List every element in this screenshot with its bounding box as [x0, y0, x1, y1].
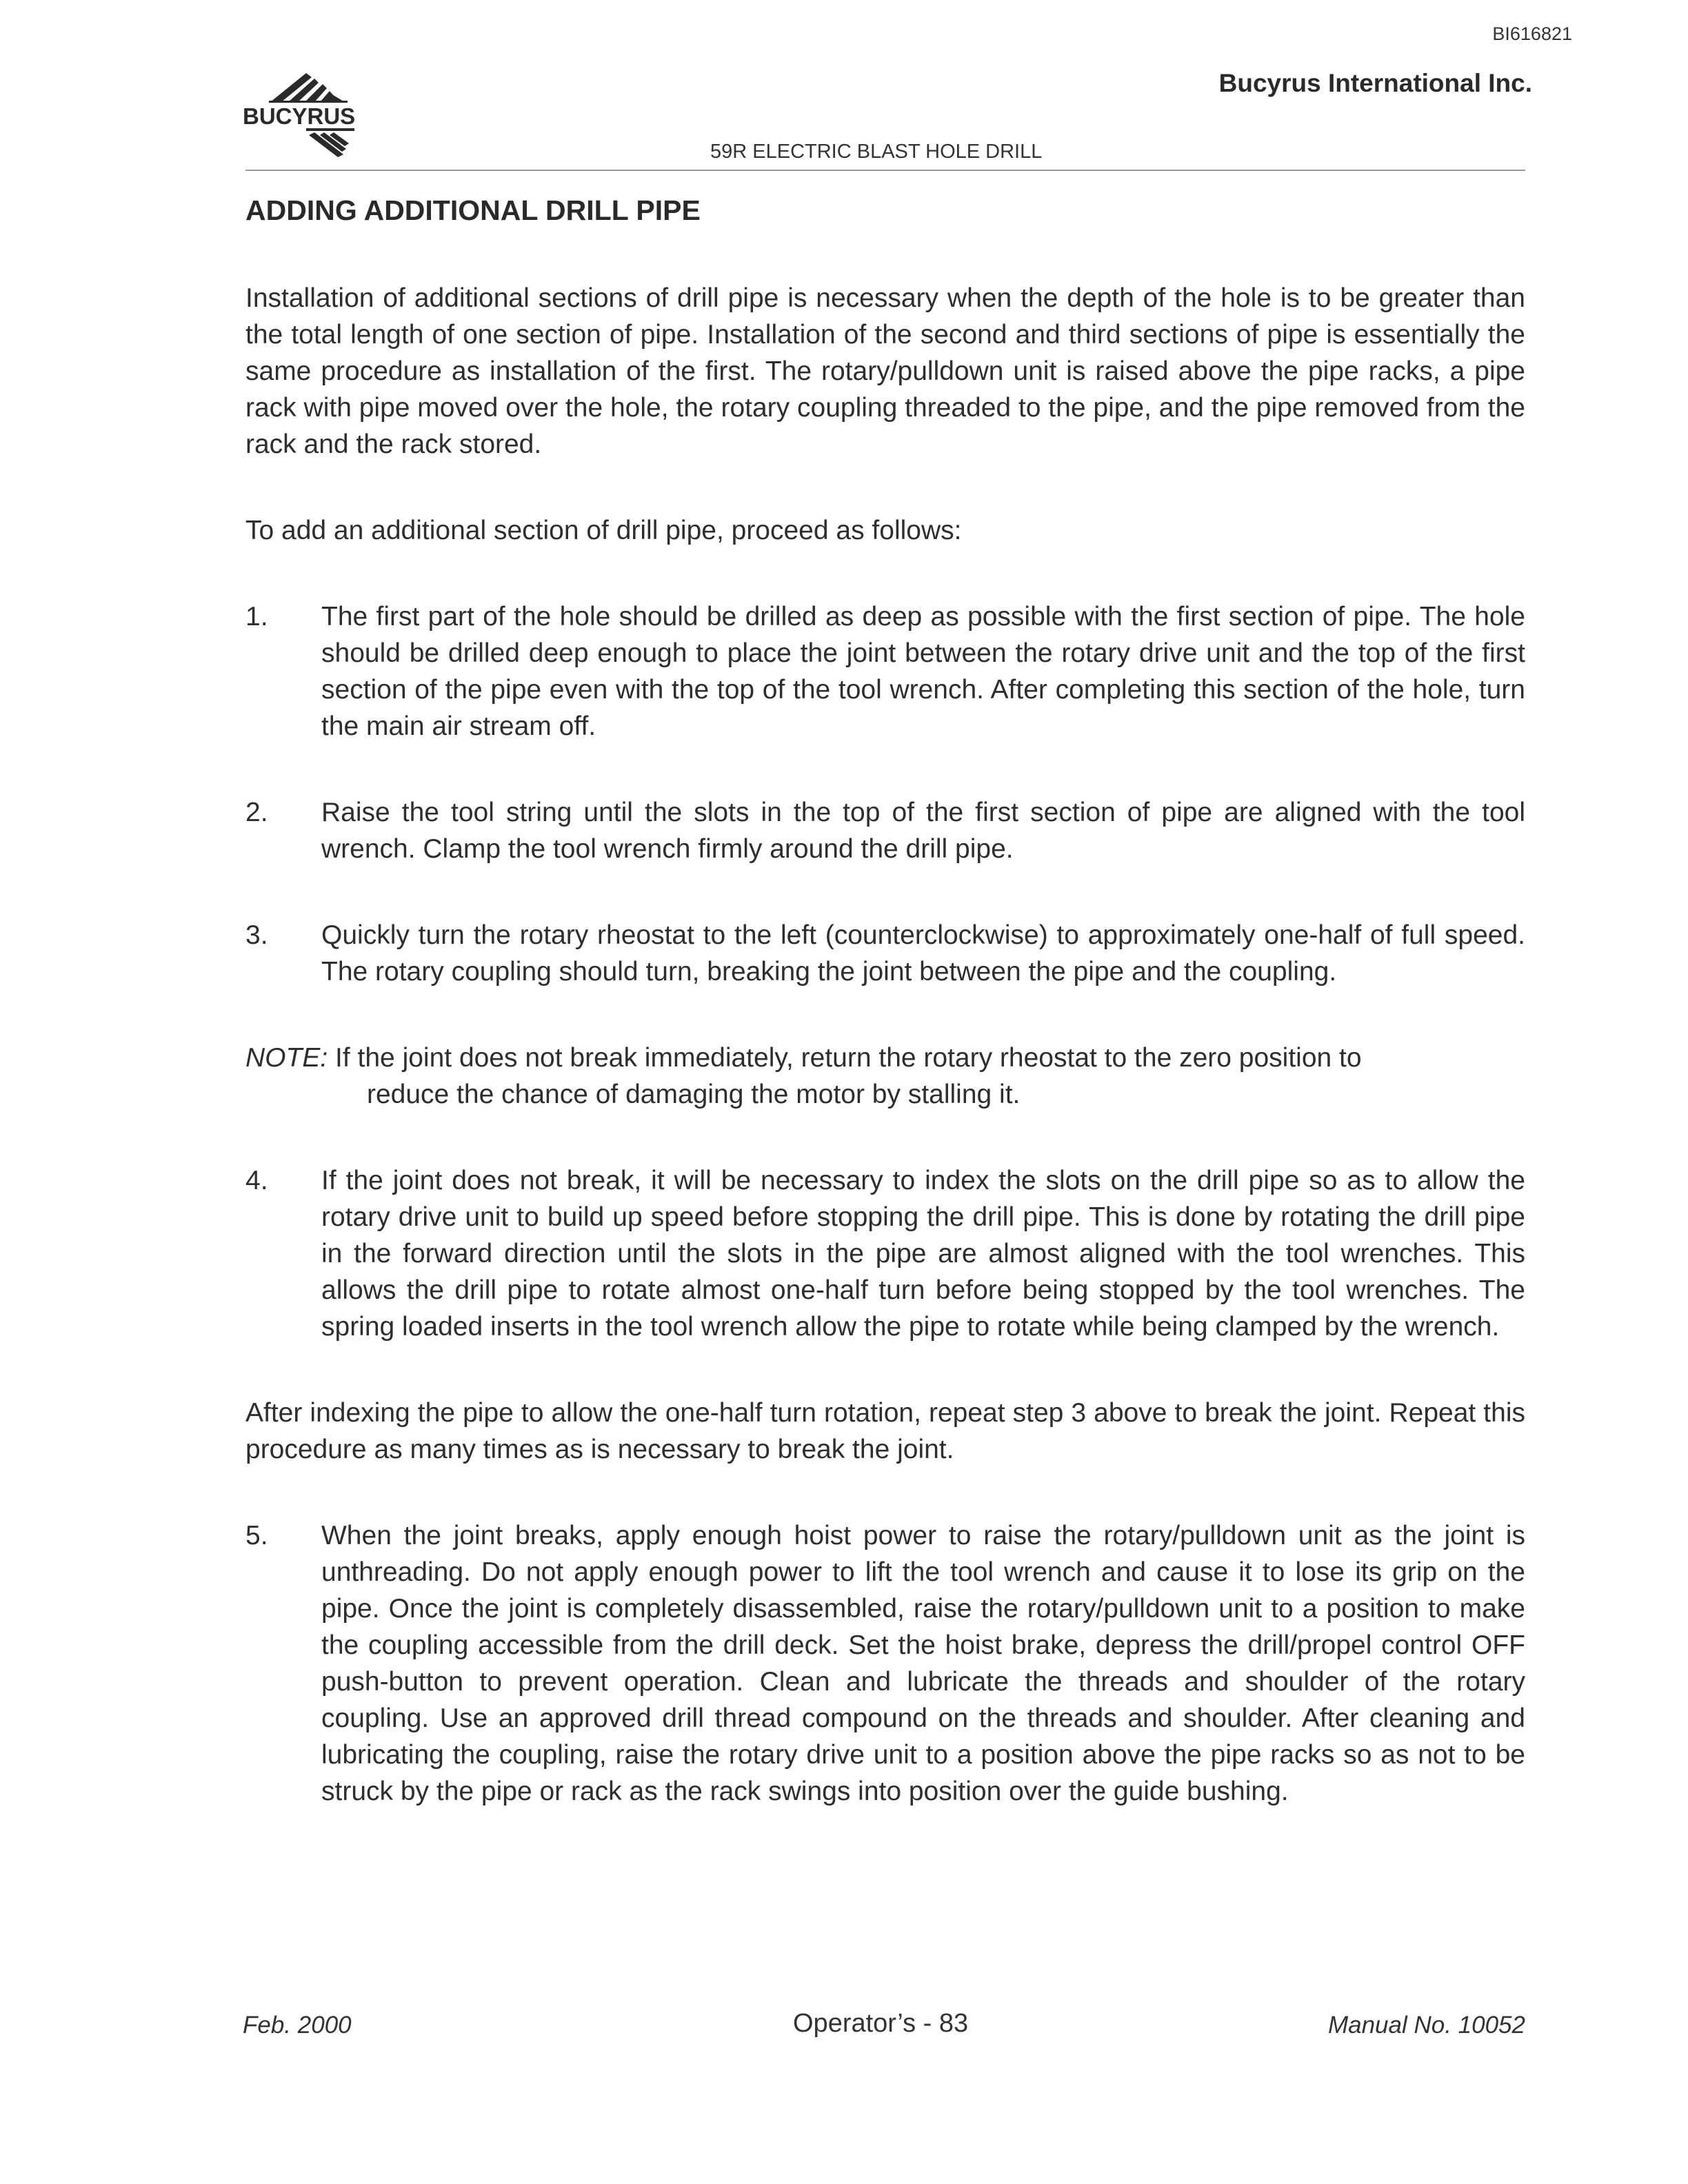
footer-manual-number: Manual No. 10052	[1327, 2012, 1525, 2039]
document-id: BI616821	[1492, 23, 1572, 44]
page-body	[245, 280, 1525, 1810]
note-text-line-2: reduce the chance of damaging the motor by stalling it.	[367, 1080, 1021, 1109]
intro-paragraph: Installation of additional sections of drill pipe is necessary when the depth of the hole is to be greater than the total length of one section of pipe. Installation of the second and third sections of pipe is essentially the same procedure as installation of the first. The rotary/pulldown unit is raised above the pipe racks, a pipe rack with pipe moved over the hole, the rotary coupling threaded to the pipe, and the pipe removed from the rack and the rack stored.	[245, 283, 1525, 459]
footer-date: Feb. 2000	[243, 2012, 352, 2039]
step-5	[245, 1517, 1525, 1810]
step-number: 4.	[245, 1166, 268, 1195]
step-1	[245, 598, 1525, 745]
step-text: If the joint does not break, it will be necessary to index the slots on the drill pipe so as to allow the rotary drive unit to build up speed before stopping the drill pipe. This is done by rotating the drill pipe in the forward direction until the slots in the pipe are almost aligned with the tool wrenches. This allows the drill pipe to rotate almost one-half turn before being stopped by the tool wrenches. The spring loaded inserts in the tool wrench allow the pipe to rotate while being clamped by the wrench.	[321, 1166, 1525, 1342]
step-text: The first part of the hole should be drilled as deep as possible with the first section of pipe. The hole should be drilled deep enough to place the joint between the rotary drive unit and the top of the first section of the pipe even with the top of the tool wrench. After completing this section of the hole, turn the main air stream off.	[321, 602, 1525, 741]
step-number: 5.	[245, 1521, 268, 1550]
step-text: When the joint breaks, apply enough hoist power to raise the rotary/pulldown unit as the joint is unthreading. Do not apply enough power to lift the tool wrench and cause it to lose its grip on the pipe. Once the joint is completely disassembled, raise the rotary/pulldown unit to a position to make the coupling accessible from the drill deck. Set the hoist brake, depress the drill/propel control OFF push-button to prevent operation. Clean and lubricate the threads and shoulder of the rotary coupling. Use an approved drill thread compound on the threads and shoulder. After cleaning and lubricating the coupling, raise the rotary drive unit to a position above the pipe racks so as not to be struck by the pipe or rack as the rack swings into position over the guide bushing.	[321, 1521, 1525, 1806]
step-4	[245, 1162, 1525, 1345]
note-block	[245, 1040, 1525, 1113]
footer-page-number: Operator’s - 83	[793, 2009, 969, 2038]
lead-in-paragraph: To add an additional section of drill pipe, proceed as follows:	[245, 516, 962, 545]
step-text: Raise the tool string until the slots in the top of the first section of pipe are aligned with the tool wrench. Clamp the tool wrench firmly around the drill pipe.	[321, 798, 1525, 864]
bucyrus-logo	[243, 69, 394, 159]
header-divider	[245, 170, 1525, 171]
after-indexing-paragraph: After indexing the pipe to allow the one-half turn rotation, repeat step 3 above to break the joint. Repeat this procedure as many times as is necessary to break the joint.	[245, 1398, 1525, 1464]
step-number: 1.	[245, 602, 268, 631]
company-name: Bucyrus International Inc.	[1218, 69, 1532, 97]
step-text: Quickly turn the rotary rheostat to the left (counterclockwise) to approximately one-half of full speed. The rotary coupling should turn, breaking the joint between the pipe and the coupling.	[321, 920, 1525, 987]
step-number: 2.	[245, 798, 268, 827]
section-title: ADDING ADDITIONAL DRILL PIPE	[245, 194, 701, 226]
manual-subtitle: 59R ELECTRIC BLAST HOLE DRILL	[710, 141, 1043, 163]
step-3	[245, 917, 1525, 990]
step-number: 3.	[245, 920, 268, 950]
logo-wordmark: BUCYRUS	[243, 103, 356, 129]
note-text-line-1: If the joint does not break immediately, return the rotary rheostat to the zero position to	[335, 1043, 1362, 1073]
step-2	[245, 794, 1525, 867]
note-label: NOTE:	[245, 1043, 328, 1073]
